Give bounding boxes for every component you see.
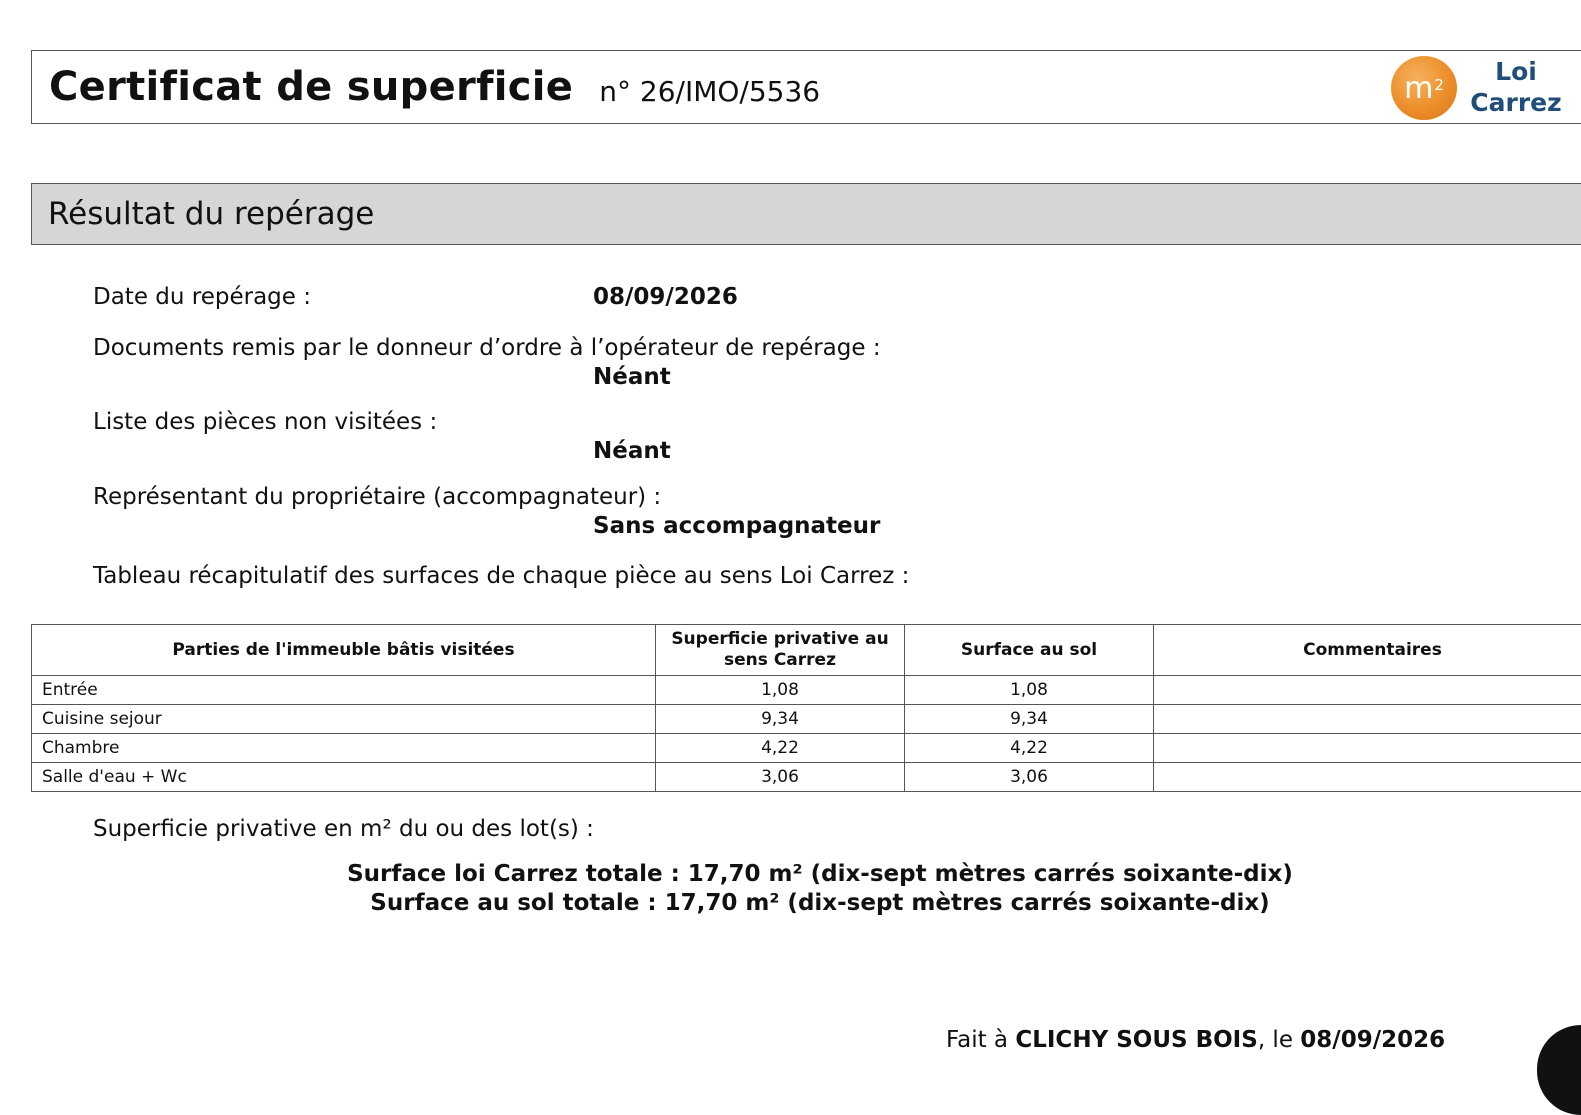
row-floor: 4,22 [905,734,1154,763]
documents-value: Néant [593,364,671,390]
logo-badge-text: m [1404,71,1433,106]
signature-date: 08/09/2026 [1300,1027,1445,1053]
header-comments: Commentaires [1154,625,1581,676]
row-part: Cuisine sejour [32,705,656,734]
date-label: Date du repérage : [93,284,311,310]
representative-value: Sans accompagnateur [593,513,880,539]
representative-label: Représentant du propriétaire (accompagnateur) : [93,484,661,510]
row-floor: 1,08 [905,676,1154,705]
corner-shape [1537,1025,1581,1115]
certificate-header [31,50,1581,124]
section-title: Résultat du repérage [48,196,374,232]
row-comments [1154,676,1581,705]
table-row [32,734,1581,763]
certificate-number: n° 26/IMO/5536 [599,75,820,108]
row-carrez: 3,06 [656,763,905,792]
table-intro: Tableau récapitulatif des surfaces de chaque pièce au sens Loi Carrez : [93,563,909,589]
rooms-value: Néant [593,438,671,464]
row-part: Entrée [32,676,656,705]
row-comments [1154,763,1581,792]
m2-logo-icon [1391,56,1457,120]
documents-label: Documents remis par le donneur d’ordre à l’opérateur de repérage : [93,335,881,361]
floor-total: Surface au sol totale : 17,70 m² (dix-sept mètres carrés soixante-dix) [0,890,1581,916]
row-carrez: 9,34 [656,705,905,734]
table-row [32,676,1581,705]
row-comments [1154,734,1581,763]
logo-label-line2: Carrez [1470,87,1562,118]
table-header-row [32,625,1581,676]
table-row [32,763,1581,792]
header-carrez: Superficie privative au sens Carrez [656,625,905,676]
header-floor: Surface au sol [905,625,1154,676]
carrez-total: Surface loi Carrez totale : 17,70 m² (dix-sept mètres carrés soixante-dix) [0,861,1581,887]
header-part: Parties de l'immeuble bâtis visitées [32,625,656,676]
signature-prefix: Fait à [946,1027,1015,1053]
row-carrez: 4,22 [656,734,905,763]
row-carrez: 1,08 [656,676,905,705]
surfaces-table [31,624,1581,792]
row-comments [1154,705,1581,734]
table-row [32,705,1581,734]
signature-line [946,1027,1445,1053]
logo-badge-sup: 2 [1434,76,1444,94]
logo-label-line1: Loi [1470,56,1562,87]
row-floor: 3,06 [905,763,1154,792]
rooms-label: Liste des pièces non visitées : [93,409,437,435]
row-floor: 9,34 [905,705,1154,734]
row-part: Salle d'eau + Wc [32,763,656,792]
signature-city: CLICHY SOUS BOIS [1015,1027,1257,1053]
date-value: 08/09/2026 [593,284,738,310]
certificate-title: Certificat de superficie [49,64,573,110]
section-bar [31,183,1581,245]
signature-middle: , le [1258,1027,1300,1053]
summary-label: Superficie privative en m² du ou des lot(s) : [93,816,594,842]
loi-carrez-label [1470,56,1562,118]
row-part: Chambre [32,734,656,763]
